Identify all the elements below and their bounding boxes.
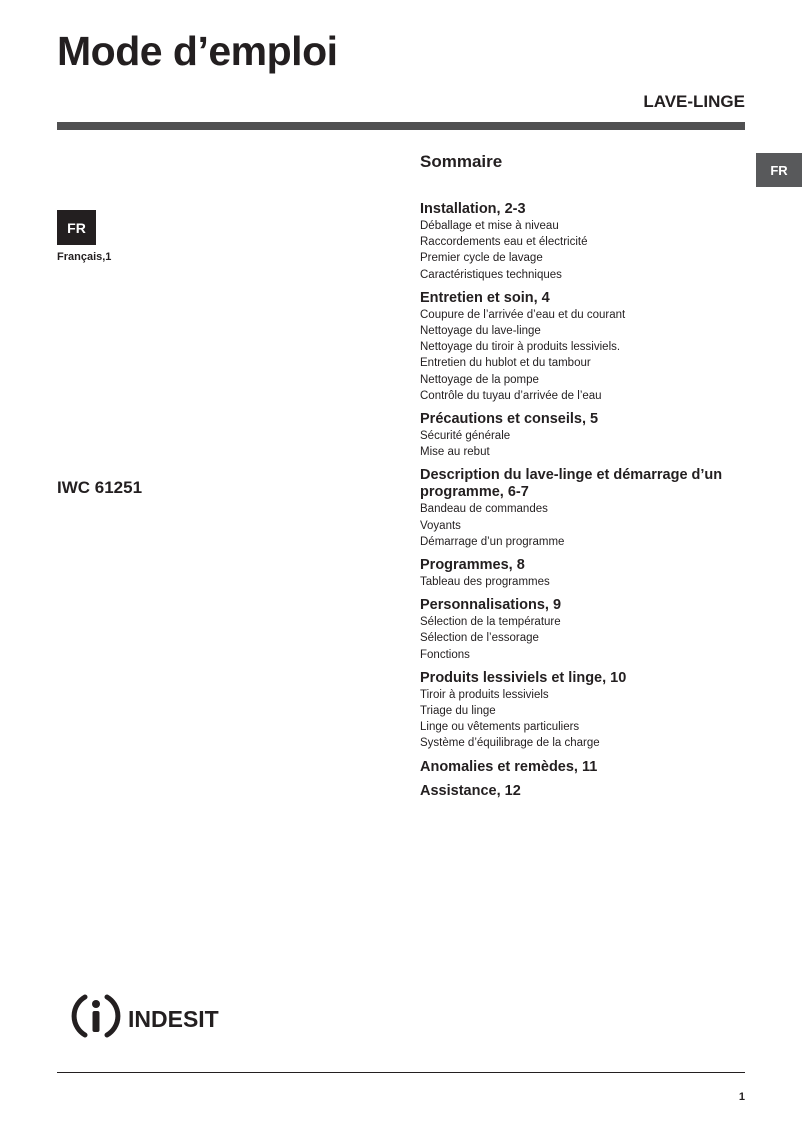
toc-item: Sélection de l’essorage [420,632,539,645]
toc-section-title: Entretien et soin, 4 [420,289,550,306]
footer-rule [57,1072,745,1073]
language-side-tab: FR [756,153,802,187]
toc-item: Voyants [420,519,461,532]
toc-item: Tiroir à produits lessiviels [420,688,549,701]
brand-wordmark: indesit [128,997,219,1034]
toc-item: Nettoyage du lave-linge [420,325,541,338]
toc-item: Nettoyage de la pompe [420,373,539,386]
toc-section-title: Programmes, 8 [420,557,525,574]
toc-item: Triage du linge [420,705,496,718]
toc-item: Caractéristiques techniques [420,268,562,281]
header-rule [57,122,745,130]
toc-section [420,411,750,460]
language-badge: FR [57,210,96,245]
indesit-i-logo-icon [70,990,122,1042]
toc-section-title: Assistance, 12 [420,782,521,799]
toc-section [420,597,750,663]
toc-section [420,290,750,404]
toc-item: Contrôle du tuyau d’arrivée de l’eau [420,389,602,402]
toc-section [420,201,750,283]
toc-item: Premier cycle de lavage [420,252,543,265]
toc-item: Coupure de l’arrivée d’eau et du courant [420,308,626,321]
toc-item: Fonctions [420,648,470,661]
toc-section [420,670,750,752]
toc-section [420,557,750,590]
toc-item: Tableau des programmes [420,576,550,589]
toc-item: Nettoyage du tiroir à produits lessiviels. [420,341,621,354]
toc-item: Sélection de la température [420,616,561,629]
toc-section [420,759,750,776]
toc-item: Démarrage d’un programme [420,535,565,548]
toc-item: Déballage et mise à niveau [420,220,559,232]
toc-section-title: Personnalisations, 9 [420,597,562,614]
toc-heading: Sommaire [420,152,503,171]
toc-item: Mise au rebut [420,446,490,459]
toc-section [420,467,750,550]
toc-section-title: Produits lessiviels et linge, 10 [420,669,627,686]
toc-item: Système d’équilibrage de la charge [420,737,600,750]
brand-logo [70,990,219,1042]
toc-item: Sécurité générale [420,430,511,443]
toc-section-title: Description du lave-linge et démarrage d’un programme, 6-7 [420,467,723,501]
product-type: LAVE-LINGE [643,92,745,111]
toc-section-title: Installation, 2-3 [420,201,526,217]
page-number: 1 [738,1091,745,1103]
toc-item: Bandeau de commandes [420,503,548,516]
toc-item: Linge ou vêtements particuliers [420,721,580,734]
toc-item: Raccordements eau et électricité [420,236,588,249]
page-title: Mode d’emploi [57,28,338,74]
table-of-contents [420,201,750,807]
toc-section-title: Anomalies et remèdes, 11 [420,758,598,775]
toc-item: Entretien du hublot et du tambour [420,357,591,370]
toc-section [420,783,750,800]
model-number: IWC 61251 [57,478,143,497]
language-page-ref: Français,1 [57,251,112,263]
toc-section-title: Précautions et conseils, 5 [420,411,599,428]
